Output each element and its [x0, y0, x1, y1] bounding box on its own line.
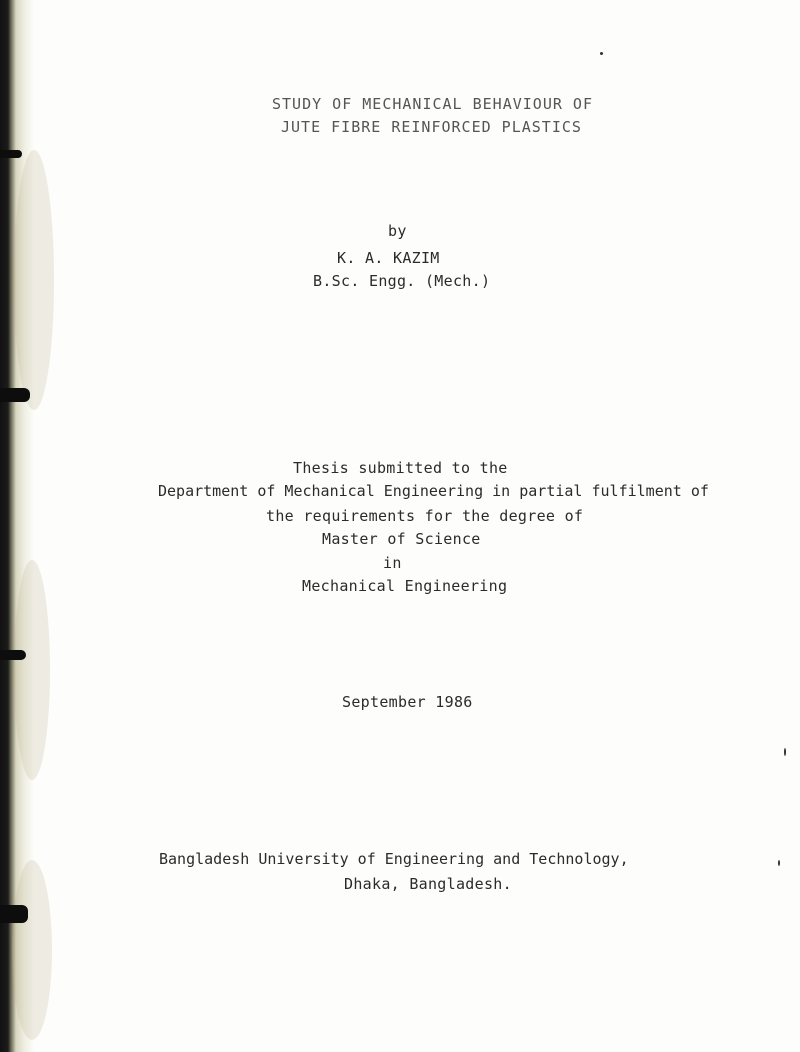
thesis-title-line-2: JUTE FIBRE REINFORCED PLASTICS: [281, 118, 582, 136]
in-label: in: [383, 554, 402, 572]
thesis-title-line-1: STUDY OF MECHANICAL BEHAVIOUR OF: [272, 95, 593, 113]
submission-date: September 1986: [342, 693, 473, 711]
submission-line-3: the requirements for the degree of: [266, 507, 584, 525]
paper-speck: [600, 52, 603, 55]
edge-stain: [12, 860, 52, 1040]
author-name: K. A. KAZIM: [337, 249, 440, 267]
author-degree: B.Sc. Engg. (Mech.): [313, 272, 491, 290]
binding-clip: [0, 150, 22, 158]
discipline-name: Mechanical Engineering: [302, 577, 508, 595]
paper-speck: [784, 748, 786, 756]
binding-clip: [0, 388, 30, 402]
edge-stain: [14, 560, 50, 780]
degree-name: Master of Science: [322, 530, 481, 548]
paper-speck: [778, 860, 780, 866]
binding-clip: [0, 650, 26, 660]
binding-clip: [0, 905, 28, 923]
submission-line-1: Thesis submitted to the: [293, 459, 508, 477]
by-label: by: [388, 222, 407, 240]
submission-line-2: Department of Mechanical Engineering in partial fulfilment of: [158, 482, 709, 500]
institution-line-1: Bangladesh University of Engineering and Technology,: [159, 850, 629, 868]
edge-stain: [14, 150, 54, 410]
institution-line-2: Dhaka, Bangladesh.: [344, 875, 512, 893]
